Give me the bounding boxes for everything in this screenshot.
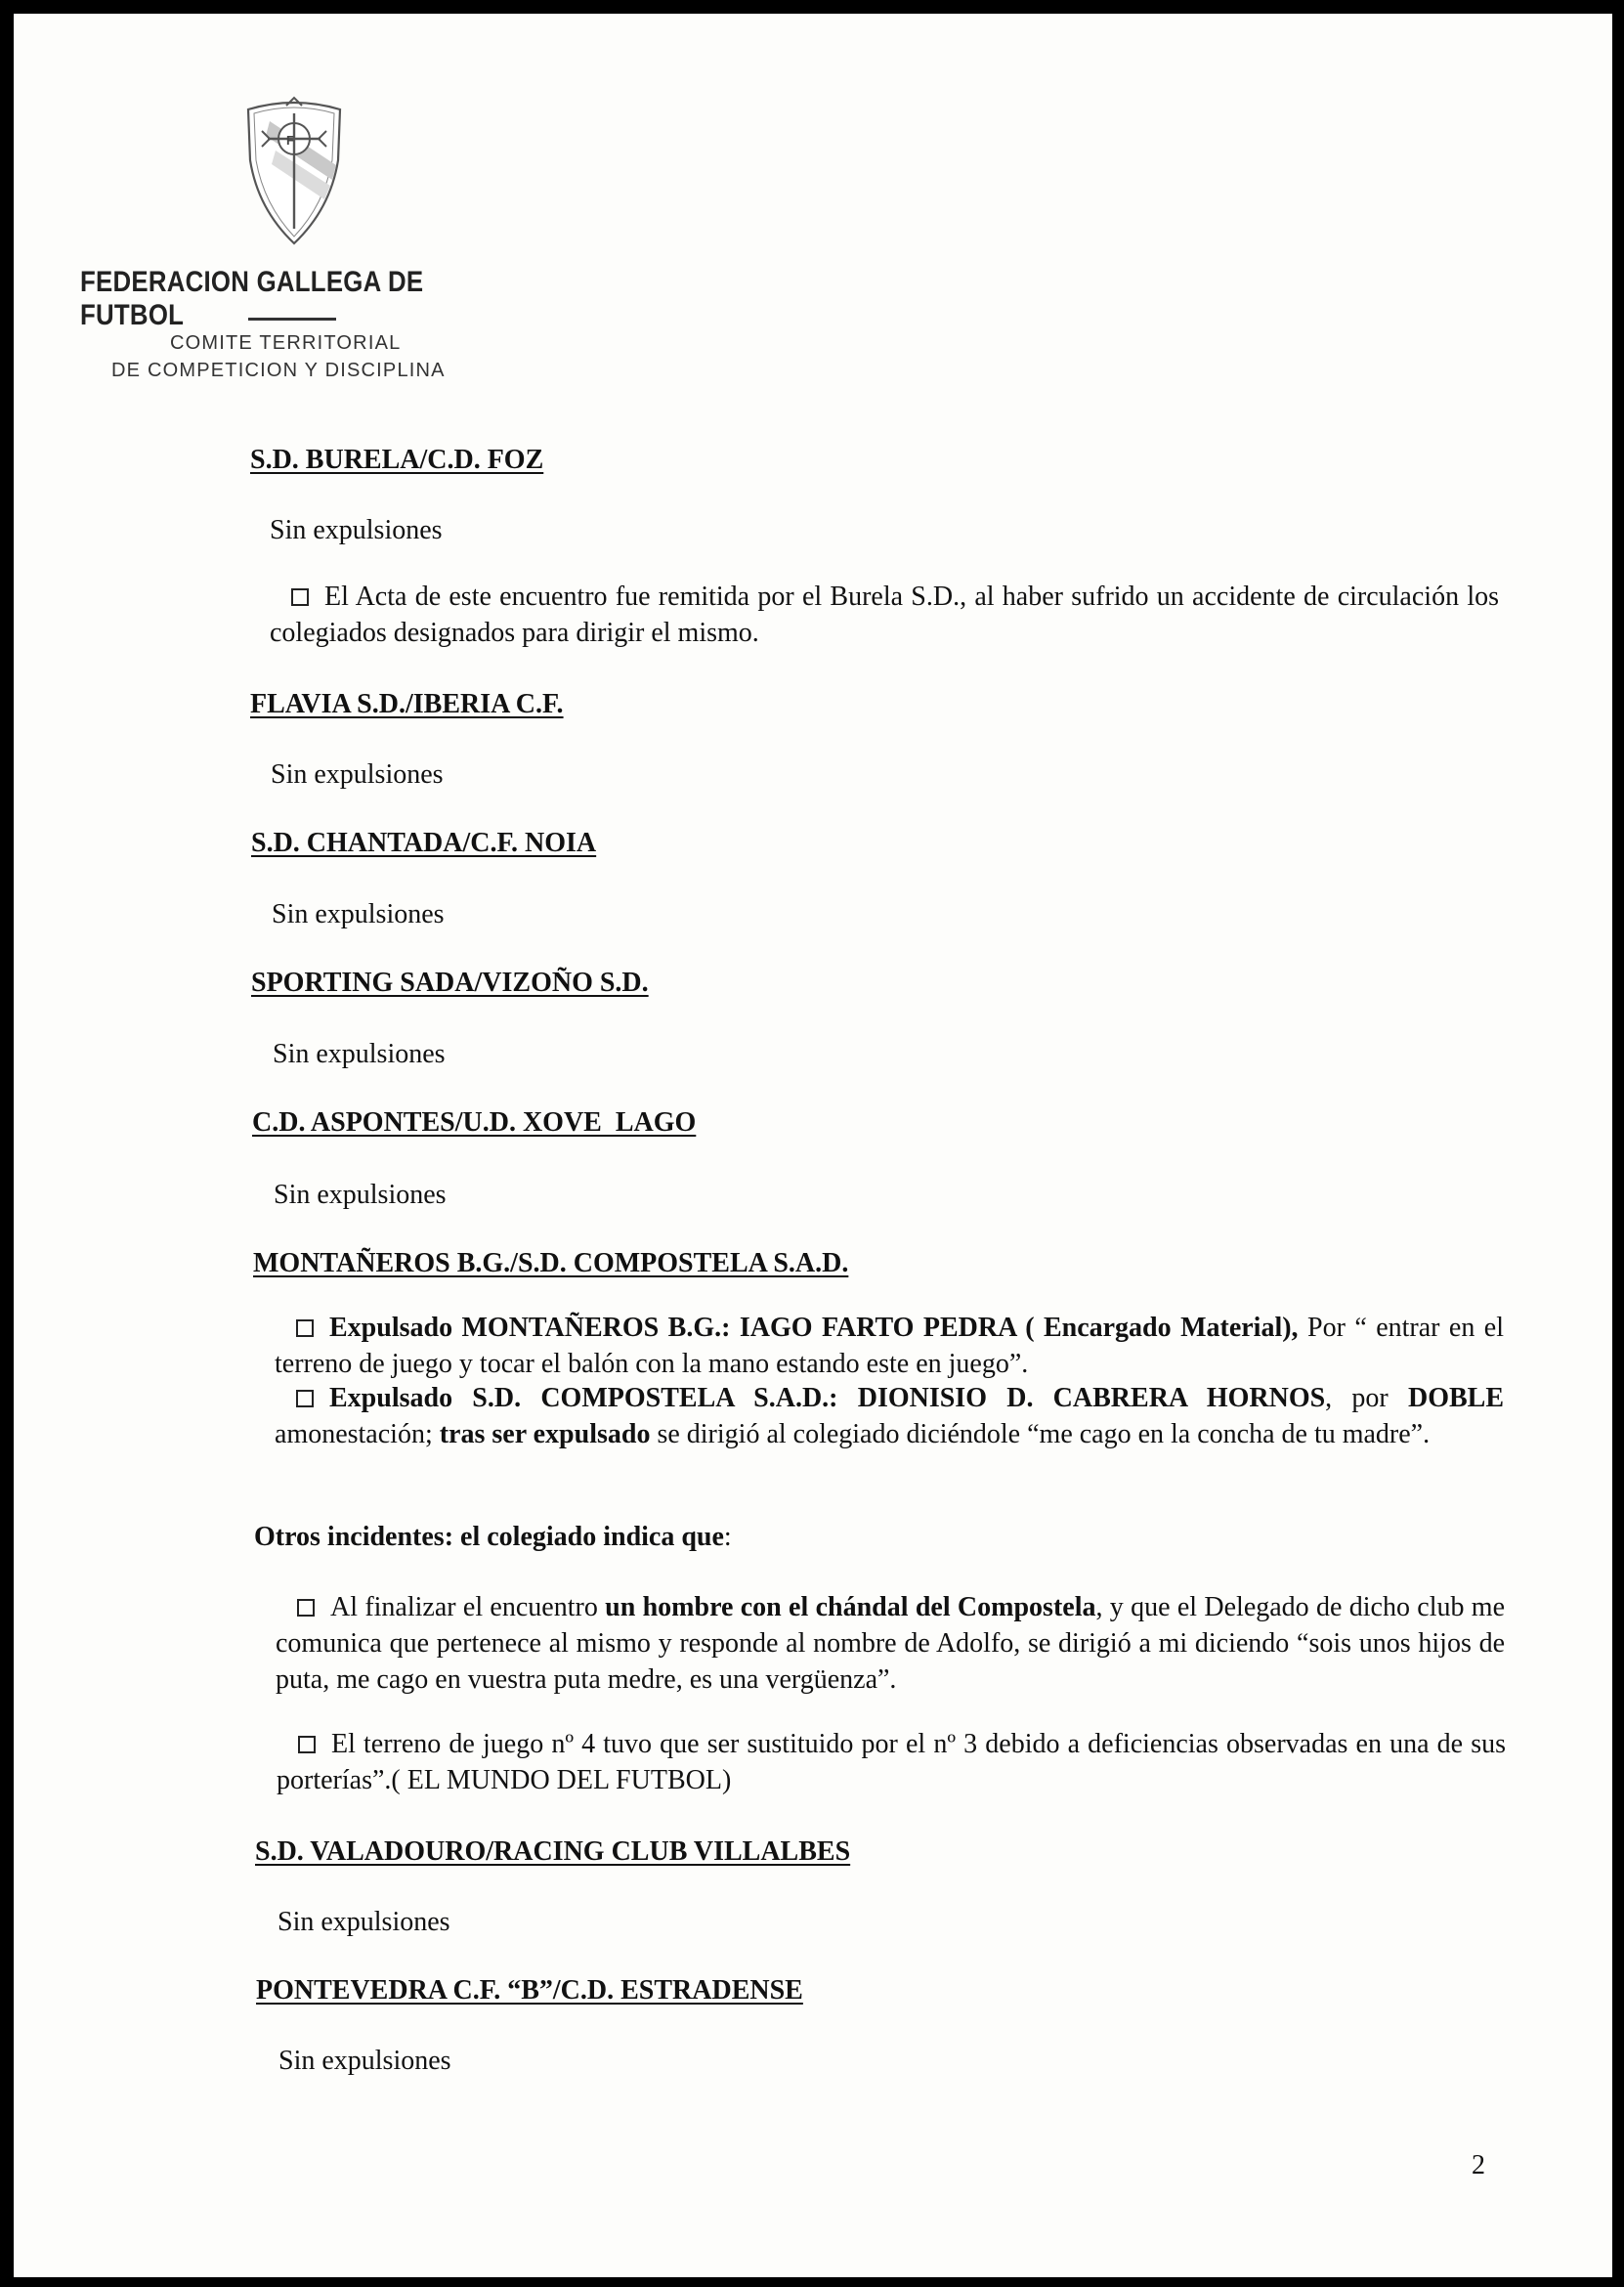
incident-item: Al finalizar el encuentro un hombre con el chándal del Compostela, y que el Delegado de dicho club me comunica que pertenece al mismo y responde al nombre de Adolfo, se dirigió a mi diciendo “sois unos hijos de puta, me cago en vuestra puta medre, es una vergüenza”. xyxy=(276,1592,1505,1695)
match-heading: FLAVIA S.D./IBERIA C.F. xyxy=(250,689,564,719)
match-heading: S.D. BURELA/C.D. FOZ xyxy=(250,445,544,475)
incidents-heading: Otros incidentes: el colegiado indica que: xyxy=(254,1522,732,1552)
checkbox-bullet-icon xyxy=(291,588,309,606)
match-note: El Acta de este encuentro fue remitida por el Burela S.D., al haber sufrido un accidente de circulación los colegiados designados para dirigir el mismo. xyxy=(270,582,1499,648)
match-heading: MONTAÑEROS B.G./S.D. COMPOSTELA S.A.D. xyxy=(253,1248,849,1278)
match-result: Sin expulsiones xyxy=(273,1039,446,1069)
checkbox-bullet-icon xyxy=(297,1599,315,1617)
incident-item: El terreno de juego nº 4 tuvo que ser sustituido por el nº 3 debido a deficiencias observadas en una de sus porterías”.( EL MUNDO DEL FUTBOL) xyxy=(277,1729,1506,1795)
page-number: 2 xyxy=(1472,2150,1485,2180)
checkbox-bullet-icon xyxy=(296,1319,314,1337)
federation-shield-logo xyxy=(240,92,348,248)
match-result: Sin expulsiones xyxy=(274,1180,447,1210)
match-heading: S.D. VALADOURO/RACING CLUB VILLALBES xyxy=(255,1836,851,1867)
header-rule xyxy=(248,318,336,321)
committee-line-1: COMITE TERRITORIAL xyxy=(170,332,402,354)
federation-name: FEDERACION GALLEGA DE FUTBOL xyxy=(80,266,424,331)
match-result: Sin expulsiones xyxy=(271,759,444,790)
checkbox-bullet-icon xyxy=(296,1390,314,1407)
document-page xyxy=(14,14,1612,2277)
committee-line-2: DE COMPETICION Y DISCIPLINA xyxy=(111,360,446,381)
match-heading: S.D. CHANTADA/C.F. NOIA xyxy=(251,828,597,858)
match-result: Sin expulsiones xyxy=(278,2046,451,2076)
match-heading: SPORTING SADA/VIZOÑO S.D. xyxy=(251,968,649,998)
expulsion-item: Expulsado MONTAÑEROS B.G.: IAGO FARTO PEDRA ( Encargado Material), Por “ entrar en el terreno de juego y tocar el balón con la mano estando este en juego”. xyxy=(275,1313,1504,1379)
checkbox-bullet-icon xyxy=(298,1736,316,1753)
match-heading: PONTEVEDRA C.F. “B”/C.D. ESTRADENSE xyxy=(256,1975,803,2006)
expulsion-item: Expulsado S.D. COMPOSTELA S.A.D.: DIONISIO D. CABRERA HORNOS, por DOBLE amonestación; tras ser expulsado se dirigió al colegiado diciéndole “me cago en la concha de tu madre”. xyxy=(275,1383,1504,1449)
svg-text:F: F xyxy=(286,133,294,148)
match-heading: C.D. ASPONTES/U.D. XOVE LAGO xyxy=(252,1107,697,1138)
match-result: Sin expulsiones xyxy=(270,515,443,545)
match-result: Sin expulsiones xyxy=(272,899,445,929)
match-result: Sin expulsiones xyxy=(278,1907,450,1937)
